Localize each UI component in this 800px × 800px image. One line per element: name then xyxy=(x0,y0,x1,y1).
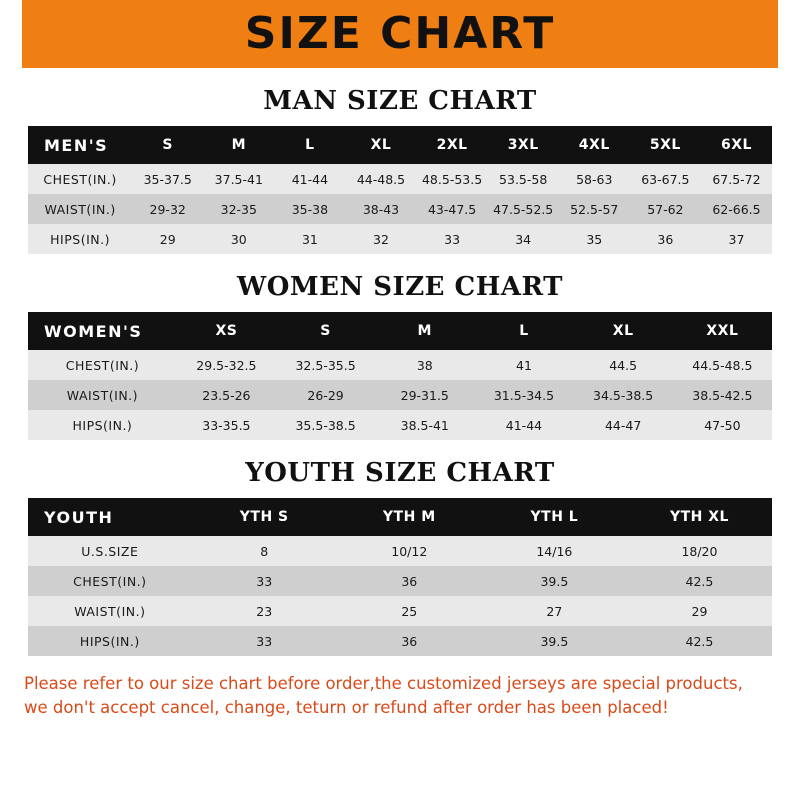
cell: 35-38 xyxy=(291,201,329,217)
column-header: M xyxy=(417,323,432,339)
cell: 29.5-32.5 xyxy=(196,357,257,373)
cell: 37 xyxy=(728,231,745,247)
cell: 23.5-26 xyxy=(202,387,251,403)
cell: 38-43 xyxy=(362,201,400,217)
cell: 35 xyxy=(586,231,603,247)
table-row xyxy=(28,410,772,440)
cell: 44-48.5 xyxy=(356,171,406,187)
table-row xyxy=(28,536,772,566)
men-size-table xyxy=(28,126,772,254)
column-header: 2XL xyxy=(436,137,468,153)
cell: 31 xyxy=(301,231,318,247)
cell: 36 xyxy=(401,633,418,649)
cell: 25 xyxy=(401,603,418,619)
cell: 35.5-38.5 xyxy=(295,417,356,433)
cell: 33 xyxy=(444,231,461,247)
column-header: YTH S xyxy=(239,509,289,525)
cell: 36 xyxy=(401,573,418,589)
cell: 63-67.5 xyxy=(641,171,690,187)
cell: 47.5-52.5 xyxy=(493,201,554,217)
cell: 44.5-48.5 xyxy=(692,357,753,373)
women-section-title: WOMEN SIZE CHART xyxy=(237,272,563,302)
cell: 67.5-72 xyxy=(712,171,761,187)
cell: 23 xyxy=(256,603,273,619)
youth-size-table xyxy=(28,498,772,656)
cell: 38.5-42.5 xyxy=(692,387,753,403)
column-header: M xyxy=(231,137,247,153)
men-table-wrap xyxy=(28,126,772,254)
column-header: 6XL xyxy=(720,137,752,153)
row-label: WAIST(IN.) xyxy=(44,201,116,217)
column-header: XL xyxy=(370,137,392,153)
cell: 18/20 xyxy=(681,543,718,559)
table-row xyxy=(28,224,772,254)
cell: 62-66.5 xyxy=(712,201,761,217)
cell: 53.5-58 xyxy=(499,171,548,187)
cell: 52.5-57 xyxy=(570,201,619,217)
cell: 14/16 xyxy=(536,543,573,559)
cell: 33 xyxy=(256,573,273,589)
cell: 34.5-38.5 xyxy=(593,387,654,403)
table-header-row xyxy=(28,312,772,350)
table-header-row xyxy=(28,126,772,164)
column-header: YTH XL xyxy=(669,509,729,525)
column-header: L xyxy=(305,137,315,153)
page-title: SIZE CHART xyxy=(244,8,556,59)
cell: 41 xyxy=(516,357,532,373)
cell: 29-32 xyxy=(149,201,186,217)
cell: 58-63 xyxy=(576,171,613,187)
cell: 29-31.5 xyxy=(400,387,449,403)
column-header: 5XL xyxy=(649,137,681,153)
column-header: 3XL xyxy=(507,137,539,153)
cell: 48.5-53.5 xyxy=(421,171,483,187)
cell: 37.5-41 xyxy=(214,171,263,187)
cell: 57-62 xyxy=(647,201,684,217)
youth-table-wrap xyxy=(28,498,772,656)
cell: 38.5-41 xyxy=(400,417,449,433)
cell: 29 xyxy=(691,603,708,619)
cell: 34 xyxy=(515,231,532,247)
disclaimer-line-2: we don't accept cancel, change, teturn or refund after order has been placed! xyxy=(24,697,669,717)
cell: 30 xyxy=(230,231,247,247)
column-header: XXL xyxy=(706,323,739,339)
cell: 38 xyxy=(416,357,433,373)
cell: 44-47 xyxy=(604,417,642,433)
row-label: CHEST(IN.) xyxy=(65,357,140,373)
cell: 42.5 xyxy=(685,573,714,589)
cell: 8 xyxy=(260,543,269,559)
cell: 10/12 xyxy=(391,543,428,559)
column-header: YTH M xyxy=(382,509,436,525)
youth-section-title: YOUTH SIZE CHART xyxy=(245,458,555,488)
men-section-title: MAN SIZE CHART xyxy=(263,86,537,116)
cell: 26-29 xyxy=(307,387,344,403)
women-table-wrap xyxy=(28,312,772,440)
row-label: HIPS(IN.) xyxy=(50,231,110,247)
cell: 27 xyxy=(546,603,563,619)
cell: 29 xyxy=(159,231,176,247)
cell: 44.5 xyxy=(609,357,638,373)
table-row xyxy=(28,596,772,626)
cell: 43-47.5 xyxy=(427,201,477,217)
column-header: S xyxy=(320,323,331,339)
cell: 39.5 xyxy=(540,573,569,589)
row-label: HIPS(IN.) xyxy=(79,633,140,649)
column-header: L xyxy=(519,323,529,339)
header-banner xyxy=(0,0,800,68)
cell: 42.5 xyxy=(685,633,714,649)
column-header: XL xyxy=(612,323,634,339)
cell: 39.5 xyxy=(540,633,569,649)
cell: 32 xyxy=(373,231,389,247)
table-row xyxy=(28,380,772,410)
row-label: WAIST(IN.) xyxy=(66,387,139,403)
table-header-row xyxy=(28,498,772,536)
disclaimer-note xyxy=(24,672,776,720)
cell: 36 xyxy=(657,231,674,247)
row-label: CHEST(IN.) xyxy=(73,573,147,589)
cell: 33 xyxy=(256,633,273,649)
row-label: WAIST(IN.) xyxy=(74,603,146,619)
column-header: 4XL xyxy=(578,137,610,153)
column-header: XS xyxy=(215,323,238,339)
cell: 41-44 xyxy=(291,171,329,187)
table-row xyxy=(28,164,772,194)
cell: 31.5-34.5 xyxy=(493,387,555,403)
table-row xyxy=(28,350,772,380)
row-label: U.S.SIZE xyxy=(81,543,139,559)
cell: 35-37.5 xyxy=(143,171,192,187)
disclaimer-line-1: Please refer to our size chart before order,the customized jerseys are special products, xyxy=(24,674,743,693)
column-header: YTH L xyxy=(530,509,579,525)
column-header: WOMEN'S xyxy=(44,321,143,341)
row-label: CHEST(IN.) xyxy=(43,171,117,187)
table-row xyxy=(28,194,772,224)
column-header: YOUTH xyxy=(44,507,114,527)
cell: 32.5-35.5 xyxy=(295,357,356,373)
cell: 32-35 xyxy=(220,201,257,217)
cell: 33-35.5 xyxy=(202,417,251,433)
cell: 47-50 xyxy=(704,417,741,433)
table-row xyxy=(28,566,772,596)
women-size-table xyxy=(28,312,772,440)
table-row xyxy=(28,626,772,656)
cell: 41-44 xyxy=(505,417,543,433)
column-header: S xyxy=(162,137,173,153)
row-label: HIPS(IN.) xyxy=(72,417,133,433)
column-header: MEN'S xyxy=(44,135,109,155)
